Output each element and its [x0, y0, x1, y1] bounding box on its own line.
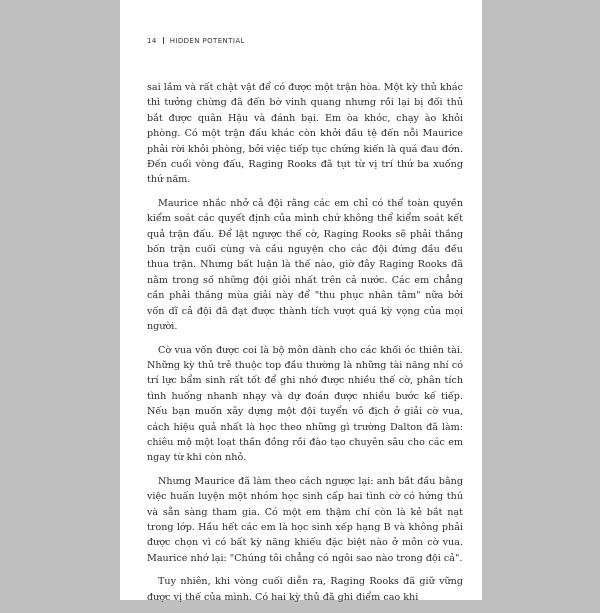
paragraph-2: Maurice nhắc nhở cả đội rằng các em chỉ có thể toàn quyền kiểm soát các quyết định của mình chứ không thể kiểm soát kết quả trận đấu. Để lật ngược thế cờ, Raging Rooks sẽ phải thắng bốn trận cuối cùng và cầu nguyện cho các đội đứng đầu đều thua trận. Nhưng bất luận là thế nào, giờ đây Raging Rooks đã nằm trong số những đội giỏi nhất trên cả nước. Các em chẳng cần phải thắng mùa giải này để "thu phục nhân tâm" nữa bởi vốn dĩ cả đội đã đạt được thành tích vượt quá kỳ vọng của mọi người. — [147, 197, 463, 333]
body-text — [147, 80, 463, 613]
paragraph-3: Cờ vua vốn được coi là bộ môn dành cho các khối óc thiên tài. Những kỳ thủ trẻ thuộc top đầu thường là những tài năng nhí có trí lực bẩm sinh rất tốt để ghi nhớ được nhiều thế cờ, phân tích tình huống nhanh nhạy và dự đoán được nhiều bước kế tiếp. Nếu bạn muốn xây dựng một đội tuyển vô địch ở giải cờ vua, cách hiệu quả nhất là học theo những gì trường Dalton đã làm: chiêu mộ một loạt thần đồng rồi đào tạo chuyên sâu cho các em ngay từ khi còn nhỏ. — [147, 344, 463, 464]
paragraph-1: sai lầm và rất chật vật để có được một trận hòa. Một kỳ thủ khác thì tưởng chừng đã đến bờ vinh quang nhưng rồi lại bị đối thủ bắt được quân Hậu và đánh bại. Em òa khóc, chạy ào khỏi phòng. Có một trận đấu khác còn khởi đầu tệ đến nỗi Maurice phải rời khỏi phòng, bởi việc tiếp tục chứng kiến là quá đau đớn. Đến cuối vòng đấu, Raging Rooks đã tụt từ vị trí thứ ba xuống thứ năm. — [147, 82, 463, 186]
book-title: HIDDEN POTENTIAL — [169, 37, 245, 45]
paragraph-5: Tuy nhiên, khi vòng cuối diễn ra, Raging Rooks đã giữ vững được vị thế của mình. Có hai kỳ thủ đã ghi điểm cao khi — [147, 576, 463, 603]
book-page — [120, 0, 482, 603]
header-divider — [163, 37, 164, 44]
page-number: 14 — [147, 37, 157, 45]
paragraph-4: Nhưng Maurice đã làm theo cách ngược lại: anh bắt đầu bằng việc huấn luyện một nhóm học sinh cấp hai tình cờ có hứng thú và sẵn sàng tham gia. Có một em thậm chí còn là kẻ bắt nạt trong lớp. Hầu hết các em là học sinh xếp hạng B và không phải được chọn vì có bất kỳ năng khiếu đặc biệt nào ở môn cờ vua. Maurice nhớ lại: "Chúng tôi chẳng có ngôi sao nào trong đội cả". — [147, 475, 463, 564]
running-head — [147, 37, 245, 45]
